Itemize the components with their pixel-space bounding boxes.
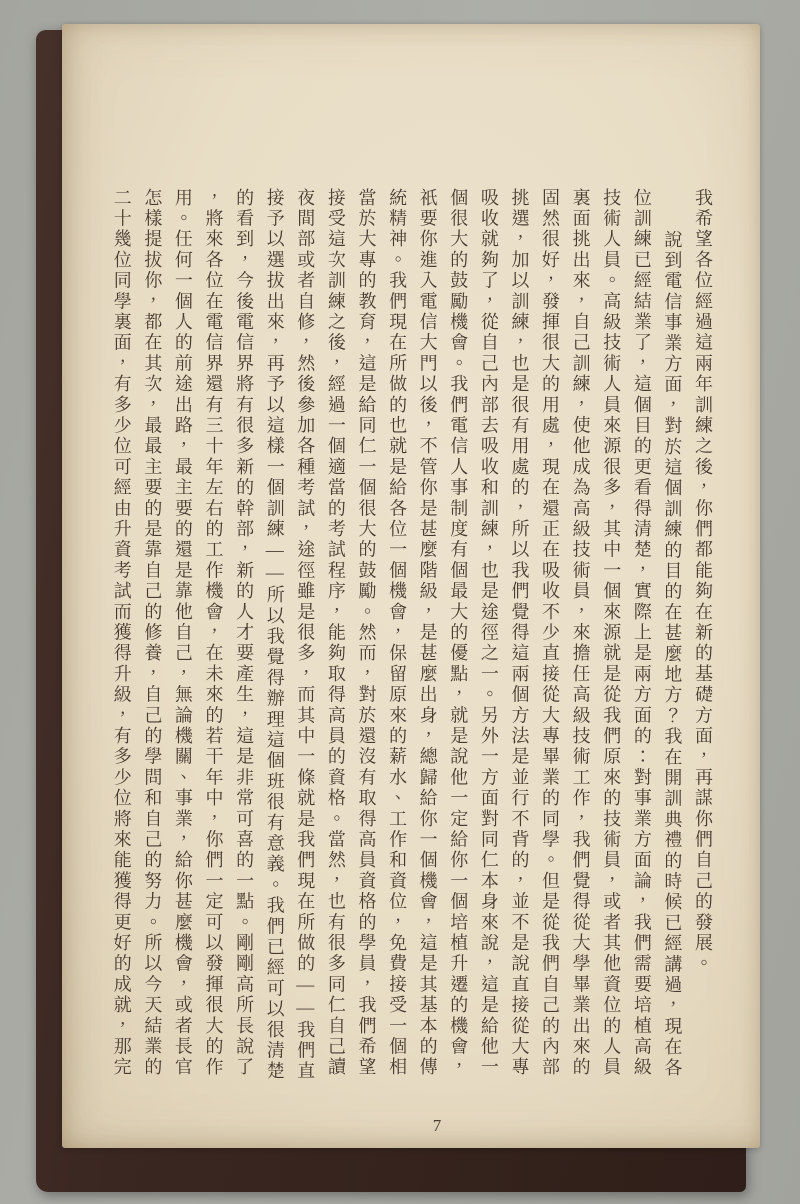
text-column: 個很大的鼓勵機會。我們電信人事制度有個最大的優點，就是說他一定給你一個培植升遷的機會，	[448, 188, 469, 1079]
text-column: 二十幾位同學裏面，有多少位可經由升資考試而獲得升級，有多少位將來能獲得更好的成就，那完	[111, 188, 132, 1079]
text-column: 裏面挑出來，自己訓練，使他成為高級技術員，來擔任高級技術工作，我們覺得從大學畢業出來的	[570, 188, 591, 1079]
text-column: 統精神。我們現在所做的也就是給各位一個機會，保留原來的薪水、工作和資位，免費接受一個相	[387, 188, 408, 1079]
text-column: 祇要你進入電信大門以後，不管你是甚麼階級，是甚麼出身，總歸給你一個機會，這是其基本的傳	[417, 188, 438, 1079]
text-column: 我希望各位經過這兩年訓練之後，你們都能夠在新的基礎方面，再謀你們自己的發展。	[693, 188, 713, 975]
text-column: 技術人員。高級技術人員來源很多，其中一個來源就是從我們原來的技術員，或者其他資位的人員	[601, 188, 622, 1079]
text-column: 用。任何一個人的前途出路，最主要的還是靠他自己，無論機關、事業，給你甚麼機會，或者長官	[172, 188, 193, 1079]
text-column: 夜間部或者自修，然後參加各種考試，途徑雖是很多，而其中一條就是我們現在所做的——我們直	[295, 188, 316, 1083]
text-column: 當於大專的教育，這是給同仁一個很大的鼓勵。然而，對於還沒有取得高員資格的學員，我們希望	[356, 188, 377, 1079]
page-text-block	[106, 188, 718, 1108]
text-column: 的看到，今後電信界將有很多新的幹部，新的人才要產生，這是非常可喜的一點。剛剛高所長說了	[234, 188, 255, 1079]
text-column: 怎樣提拔你，都在其次，最最主要的是靠自己的修養，自己的學問和自己的努力。所以今天結業的	[142, 188, 163, 1079]
text-column: 挑選，加以訓練，也是很有用處的，所以我們覺得這兩個方法是並行不背的，並不是說直接從大專	[509, 188, 530, 1079]
page-number: 7	[432, 1116, 442, 1135]
text-column: 說到電信事業方面，對於這個訓練的目的在甚麼地方？我在開訓典禮的時候已經講過，現在各	[662, 230, 683, 1079]
text-column: 吸收就夠了，從自己內部去吸收和訓練，也是途徑之一。另外一方面對同仁本身來說，這是給他一	[478, 188, 499, 1079]
text-column: 接予以選拔出來，再予以這樣一個訓練——所以我覺得辦理這個班很有意義。我們已經可以很清楚	[264, 188, 285, 1083]
text-column: 位訓練已經結業了，這個目的更看得清楚，實際上是兩方面的：對事業方面論，我們需要培植高級	[631, 188, 652, 1079]
book-page	[62, 24, 760, 1148]
text-column: ，將來各位在電信界還有三十年左右的工作機會，在未來的若干年中，你們一定可以發揮很大的作	[203, 188, 224, 1079]
text-column: 固然很好，發揮很大的用處，現在還正在吸收不少直接從大專畢業的同學。但是從我們自己的內部	[540, 188, 561, 1079]
text-column: 接受這次訓練之後，經過一個適當的考試程序，能夠取得高員的資格。當然，也有很多同仁自己讀	[325, 188, 346, 1079]
